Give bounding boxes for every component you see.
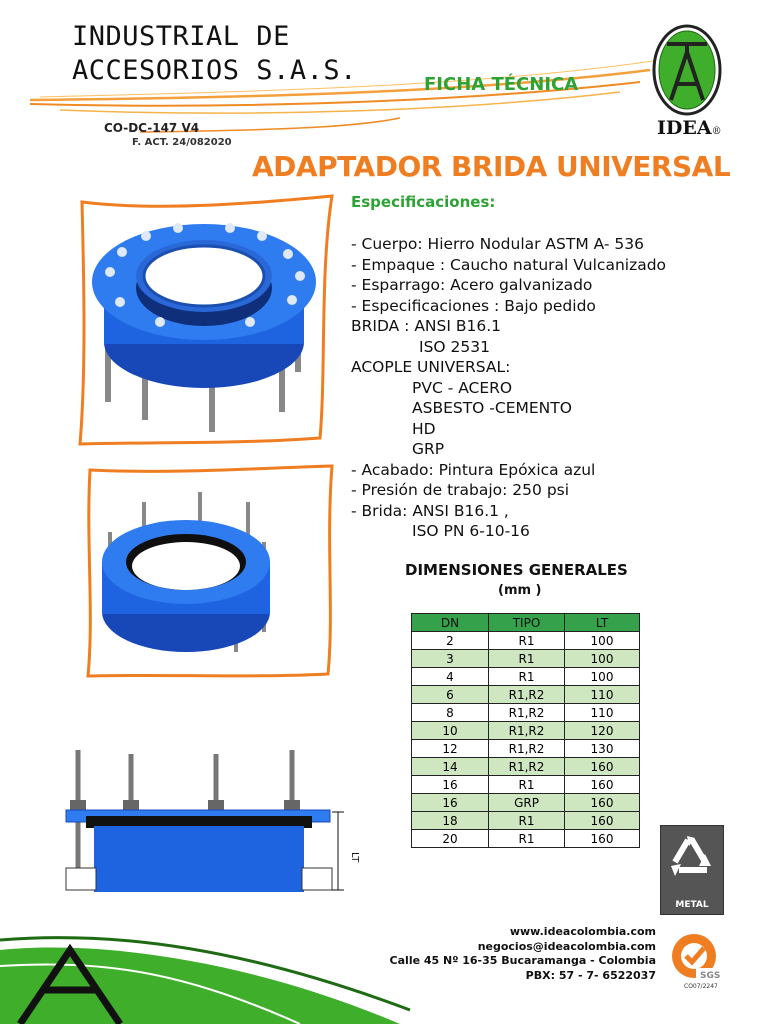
company-line-2: ACCESORIOS S.A.S. <box>72 55 357 86</box>
spec-line: GRP <box>412 440 445 458</box>
table-row <box>412 830 640 848</box>
spec-line: ISO PN 6-10-16 <box>412 522 530 540</box>
spec-line: ISO 2531 <box>419 337 490 356</box>
spec-line: - Esparrago: Acero galvanizado <box>351 276 593 294</box>
column-header-dn: DN <box>412 614 489 632</box>
cell-dn: 14 <box>412 758 489 776</box>
technical-drawing <box>56 740 366 900</box>
dimensions-table <box>411 613 640 848</box>
phone-text: PBX: 57 - 7- 6522037 <box>525 968 656 982</box>
cell-dn: 3 <box>412 650 489 668</box>
spec-line: - Acabado: Pintura Epóxica azul <box>351 460 596 479</box>
table-row <box>412 776 640 794</box>
cell-lt: 110 <box>565 686 640 704</box>
spec-line: - Cuerpo: Hierro Nodular ASTM A- 536 <box>351 235 645 253</box>
spec-line: - Empaque : Caucho natural Vulcanizado <box>351 255 667 274</box>
dimensions-unit: (mm ) <box>498 583 542 598</box>
lt-dimension-label: LT <box>349 852 360 863</box>
spec-line: PVC - ACERO <box>412 378 513 397</box>
cell-dn: 2 <box>412 632 489 650</box>
cell-dn: 4 <box>412 668 489 686</box>
idea-logo-text <box>657 117 722 139</box>
website-link[interactable]: www.ideacolombia.com <box>509 925 656 938</box>
cell-lt: 160 <box>565 830 640 848</box>
cell-dn: 16 <box>412 776 489 794</box>
footer-swoosh-truss-icon <box>0 910 420 1024</box>
product-title: ADAPTADOR BRIDA UNIVERSAL <box>252 150 731 183</box>
address-text: Calle 45 Nº 16-35 Bucaramanga - Colombia <box>389 954 656 967</box>
cell-lt: 110 <box>565 704 640 722</box>
metal-label: METAL <box>675 900 709 910</box>
column-header-lt: LT <box>565 614 640 632</box>
table-row <box>412 668 640 686</box>
registered-mark: ® <box>711 126 722 137</box>
sgs-text: SGS <box>700 971 721 981</box>
table-row <box>412 740 640 758</box>
cell-tipo: GRP <box>489 794 565 812</box>
cell-lt: 130 <box>565 740 640 758</box>
contact-block <box>390 925 656 983</box>
table-row <box>412 686 640 704</box>
cell-lt: 100 <box>565 632 640 650</box>
company-line-1: INDUSTRIAL DE <box>72 21 290 52</box>
cell-dn: 18 <box>412 812 489 830</box>
cell-lt: 100 <box>565 668 640 686</box>
cell-dn: 20 <box>412 830 489 848</box>
cell-lt: 160 <box>565 812 640 830</box>
recycle-icon <box>661 826 723 896</box>
company-name <box>72 20 357 88</box>
table-row <box>412 650 640 668</box>
cell-lt: 160 <box>565 794 640 812</box>
cell-lt: 120 <box>565 722 640 740</box>
cell-tipo: R1,R2 <box>489 758 565 776</box>
table-row <box>412 812 640 830</box>
cell-tipo: R1 <box>489 812 565 830</box>
cell-dn: 6 <box>412 686 489 704</box>
idea-logo-name: IDEA <box>657 117 712 139</box>
specs-list <box>351 234 666 542</box>
cell-dn: 8 <box>412 704 489 722</box>
column-header-tipo: TIPO <box>489 614 565 632</box>
cell-tipo: R1 <box>489 632 565 650</box>
cell-tipo: R1 <box>489 650 565 668</box>
cell-tipo: R1,R2 <box>489 686 565 704</box>
table-header-row <box>412 614 640 632</box>
document-code: CO-DC-147 V4 <box>104 121 200 135</box>
cell-dn: 16 <box>412 794 489 812</box>
cell-dn: 12 <box>412 740 489 758</box>
cert-number: CO07/2247 <box>684 983 718 990</box>
spec-line: - Presión de trabajo: 250 psi <box>351 481 570 499</box>
metal-recycle-badge <box>660 825 724 915</box>
cell-tipo: R1,R2 <box>489 740 565 758</box>
email-link[interactable]: negocios@ideacolombia.com <box>477 939 656 953</box>
sgs-certification-icon <box>666 930 728 990</box>
dimensions-heading: DIMENSIONES GENERALES <box>405 561 628 579</box>
table-row <box>412 722 640 740</box>
table-row <box>412 758 640 776</box>
update-date: F. ACT. 24/082020 <box>132 137 232 148</box>
spec-line: ASBESTO -CEMENTO <box>412 399 572 417</box>
spec-line: - Especificaciones : Bajo pedido <box>351 296 596 315</box>
cell-tipo: R1 <box>489 776 565 794</box>
product-image-middle <box>82 462 344 682</box>
table-row <box>412 632 640 650</box>
spec-line: BRIDA : ANSI B16.1 <box>351 317 501 335</box>
cell-tipo: R1,R2 <box>489 722 565 740</box>
cell-dn: 10 <box>412 722 489 740</box>
cell-tipo: R1 <box>489 830 565 848</box>
spec-line: ACOPLE UNIVERSAL: <box>351 358 511 376</box>
spec-line: HD <box>412 419 436 438</box>
table-row <box>412 794 640 812</box>
spec-line: - Brida: ANSI B16.1 , <box>351 501 509 520</box>
table-row <box>412 704 640 722</box>
specs-heading: Especificaciones: <box>351 193 496 211</box>
cell-tipo: R1,R2 <box>489 704 565 722</box>
cell-lt: 100 <box>565 650 640 668</box>
ficha-tecnica-label: FICHA TÉCNICA <box>424 74 579 95</box>
idea-logo-icon <box>651 24 723 116</box>
cell-lt: 160 <box>565 776 640 794</box>
product-image-top <box>70 192 340 450</box>
cell-lt: 160 <box>565 758 640 776</box>
cell-tipo: R1 <box>489 668 565 686</box>
